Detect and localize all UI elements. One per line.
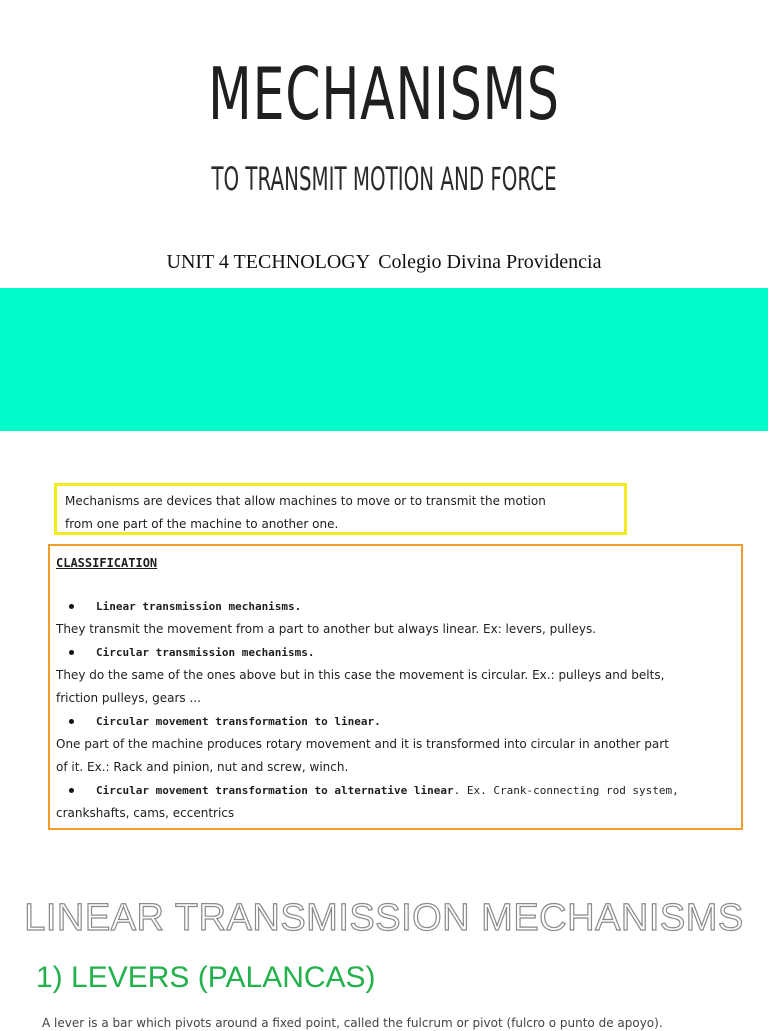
- definition-box: [54, 483, 627, 535]
- classification-item-text: One part of the machine produces rotary movement and it is transformed into circular in another part: [56, 737, 669, 751]
- bullet-icon: [69, 604, 74, 609]
- unit-line: [0, 252, 768, 272]
- classification-item-title: [56, 779, 735, 802]
- definition-line-1: Mechanisms are devices that allow machines to move or to transmit the motion: [65, 494, 546, 508]
- bullet-icon: [69, 788, 74, 793]
- bullet-icon: [69, 719, 74, 724]
- school-name: Colegio Divina Providencia: [378, 251, 602, 273]
- classification-item-title: [56, 595, 735, 618]
- classification-item-title: [56, 641, 735, 664]
- document-subtitle: TO TRANSMIT MOTION AND FORCE: [211, 160, 557, 198]
- classification-item-title: [56, 710, 735, 733]
- item-title-text: Linear transmission mechanisms.: [96, 600, 302, 613]
- classification-item-text: friction pulleys, gears ...: [56, 691, 201, 705]
- item-title-text: Circular movement transformation to alternative linear: [96, 784, 454, 797]
- classification-item-text: crankshafts, cams, eccentrics: [56, 806, 235, 820]
- body-text: A lever is a bar which pivots around a fixed point, called the fulcrum or pivot (fulcro o punto de apoyo).: [42, 1016, 663, 1030]
- document-title: MECHANISMS: [208, 52, 560, 136]
- item-title-text: Circular movement transformation to linear.: [96, 715, 381, 728]
- classification-item-text: of it. Ex.: Rack and pinion, nut and screw, winch.: [56, 760, 349, 774]
- classification-heading: CLASSIFICATION: [56, 556, 158, 570]
- classification-box: [48, 544, 743, 830]
- item-title-text: Circular transmission mechanisms.: [96, 646, 315, 659]
- classification-item-text: They do the same of the ones above but in this case the movement is circular. Ex.: pulleys and belts,: [56, 668, 665, 682]
- teal-color-band: [0, 288, 768, 431]
- subsection-title: 1) LEVERS (PALANCAS): [36, 961, 376, 994]
- classification-item-text: They transmit the movement from a part to another but always linear. Ex: levers, pulleys.: [56, 622, 597, 636]
- item-title-rest: . Ex. Crank-connecting rod system,: [453, 784, 679, 797]
- bullet-icon: [69, 650, 74, 655]
- section-title: LINEAR TRANSMISSION MECHANISMS: [24, 897, 744, 939]
- unit-label: UNIT 4 TECHNOLOGY: [166, 251, 371, 273]
- definition-line-2: from one part of the machine to another one.: [65, 517, 339, 531]
